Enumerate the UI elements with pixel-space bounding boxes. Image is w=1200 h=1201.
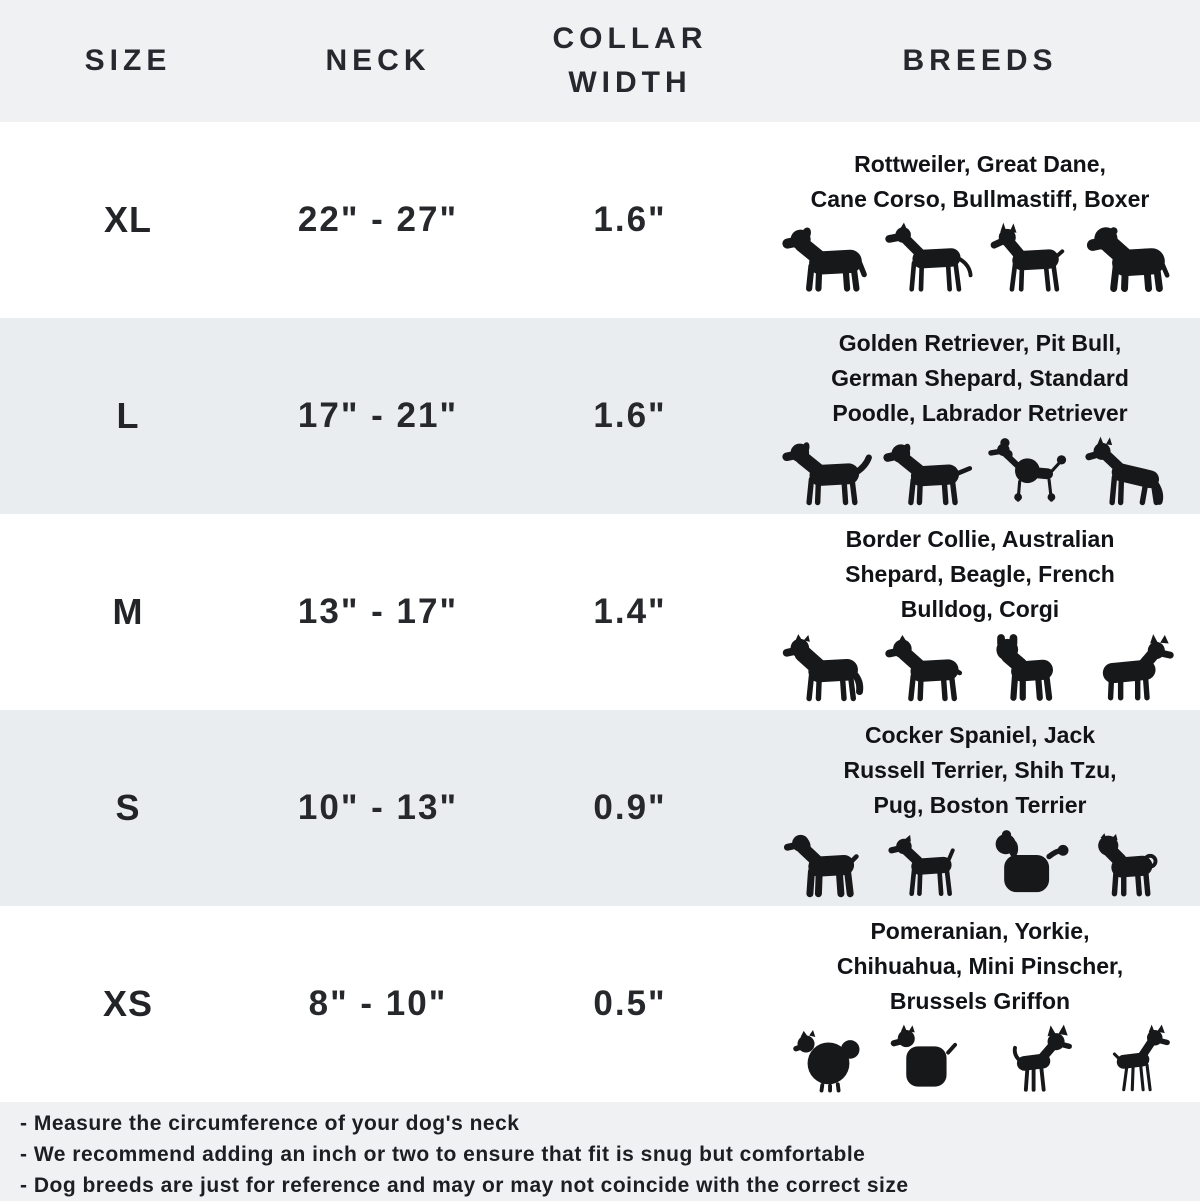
collar-width-value: 1.4" [593, 592, 667, 631]
table-row-s [0, 710, 1200, 906]
neck-range: 8" - 10" [308, 984, 448, 1023]
bullmastiff-icon [1085, 222, 1178, 293]
breed-line: Brussels Griffon [889, 987, 1071, 1014]
column-header-size: SIZE [84, 44, 172, 77]
size-value: S [115, 787, 141, 828]
breed-line: Border Collie, Australian [845, 525, 1115, 552]
dog-icons [782, 828, 1178, 899]
pug-icon [1085, 828, 1178, 899]
breed-line: Cocker Spaniel, Jack [864, 721, 1096, 748]
cocker-spaniel-icon [782, 828, 875, 899]
neck-range: 17" - 21" [297, 396, 459, 435]
chihuahua-icon [984, 1024, 1077, 1095]
german-shepherd-icon [1085, 436, 1178, 507]
yorkie-icon [883, 1024, 976, 1095]
corgi-icon [1085, 632, 1178, 703]
footnote-reference: - Dog breeds are just for reference and may or may not coincide with the correct size [20, 1174, 909, 1197]
neck-range: 22" - 27" [297, 200, 459, 239]
border-collie-icon [782, 632, 875, 703]
footnote-recommendation: - We recommend adding an inch or two to ensure that fit is snug but comfortable [20, 1143, 866, 1166]
breeds-cell [760, 122, 1200, 318]
dog-icons [782, 436, 1178, 507]
breed-line: Poodle, Labrador Retriever [832, 399, 1128, 426]
breed-line: Shepard, Beagle, French [845, 560, 1115, 587]
dog-icons [782, 632, 1178, 703]
collar-width-value: 0.9" [593, 788, 667, 827]
breed-line: Pug, Boston Terrier [873, 791, 1087, 818]
breed-line: Cane Corso, Bullmastiff, Boxer [810, 186, 1150, 212]
dog-icons [782, 1024, 1178, 1095]
table-row-xs [0, 906, 1200, 1102]
golden-retriever-icon [782, 436, 875, 507]
pomeranian-icon [782, 1024, 875, 1095]
rottweiler-icon [782, 222, 875, 293]
jack-russell-icon [883, 828, 976, 899]
breed-line: Rottweiler, Great Dane, [854, 151, 1106, 177]
breed-line: Chihuahua, Mini Pinscher, [836, 952, 1124, 979]
size-value: XL [103, 199, 152, 240]
breeds-cell [760, 318, 1200, 514]
breed-names [837, 914, 1123, 1019]
shih-tzu-icon [984, 828, 1077, 899]
column-header-neck: NECK [325, 44, 431, 77]
neck-range: 13" - 17" [297, 592, 459, 631]
collar-width-value: 0.5" [593, 984, 667, 1023]
size-value: L [116, 395, 140, 436]
min-pin-icon [1085, 1024, 1178, 1095]
footnotes [0, 1102, 1200, 1201]
poodle-icon [984, 436, 1077, 507]
table-row-l [0, 318, 1200, 514]
size-value: M [112, 591, 144, 632]
collar-width-line2: WIDTH [568, 66, 692, 99]
breed-line: Golden Retriever, Pit Bull, [838, 329, 1122, 356]
french-bulldog-icon [984, 632, 1077, 703]
table-row-xl [0, 122, 1200, 318]
breeds-cell [760, 514, 1200, 710]
labrador-retriever-icon [883, 436, 976, 507]
breed-names [811, 147, 1150, 217]
great-dane-icon [883, 222, 976, 293]
breed-line: Bulldog, Corgi [900, 595, 1060, 622]
breed-names [843, 718, 1116, 823]
breed-line: German Shepard, Standard [831, 364, 1129, 391]
collar-width-value: 1.6" [593, 396, 667, 435]
australian-shepherd-icon [883, 632, 976, 703]
table-header [0, 0, 1200, 122]
neck-range: 10" - 13" [297, 788, 459, 827]
column-header-breeds: BREEDS [902, 44, 1058, 77]
footnote-measure: - Measure the circumference of your dog's neck [20, 1112, 520, 1135]
breed-line: Russell Terrier, Shih Tzu, [843, 756, 1117, 783]
collar-width-line1: COLLAR [552, 22, 708, 55]
breed-names [845, 522, 1115, 627]
size-value: XS [102, 983, 154, 1024]
breed-names [831, 326, 1129, 431]
breeds-cell [760, 906, 1200, 1102]
table-row-m [0, 514, 1200, 710]
doberman-icon [984, 222, 1077, 293]
breeds-cell [760, 710, 1200, 906]
column-header-collar-width [500, 17, 760, 105]
dog-icons [782, 222, 1178, 293]
collar-width-value: 1.6" [593, 200, 667, 239]
breed-line: Pomeranian, Yorkie, [870, 917, 1090, 944]
